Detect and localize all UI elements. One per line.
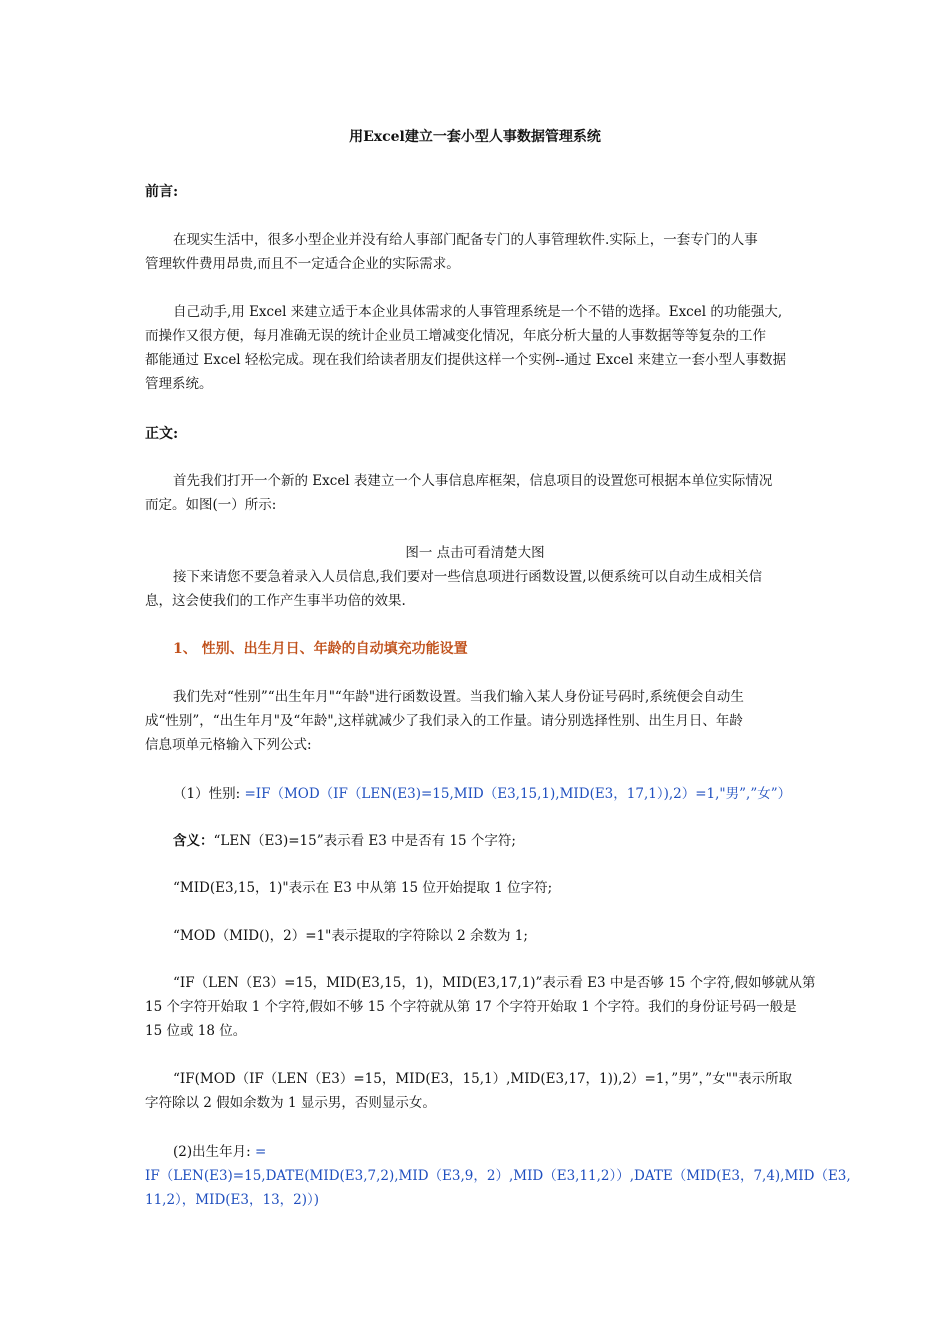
body-paragraph-1-line-1: 首先我们打开一个新的 Excel 表建立一个人事信息库框架，信息项目的设置您可根据本单位实际情况: [173, 473, 773, 489]
formula-birthdate-expression-line-1: IF（LEN(E3)=15,DATE(MID(E3,7,2),MID（E3,9，2）,MID（E3,11,2））,DATE（MID(E3，7,4),MID（E3,: [145, 1168, 851, 1184]
section-1-title: 1、 性别、出生月日、年龄的自动填充功能设置: [173, 641, 468, 657]
preface-heading: 前言:: [145, 184, 179, 200]
meaning-line-2: “MID(E3,15，1)"表示在 E3 中从第 15 位开始提取 1 位字符;: [173, 880, 553, 896]
meaning-line-5-part-1: “IF(MOD（IF（LEN（E3）=15，MID(E3，15,1）,MID(E3,17，1)),2）=1，”男”，”女""表示所取: [173, 1071, 793, 1087]
body-paragraph-2-line-2: 息，这会使我们的工作产生事半功倍的效果.: [145, 593, 406, 609]
meaning-line-5-part-2: 字符除以 2 假如余数为 1 显示男，否则显示女。: [145, 1095, 436, 1111]
meaning-line-4-part-2: 15 个字符开始取 1 个字符,假如不够 15 个字符就从第 17 个字符开始取 1 个字符。我们的身份证号码一般是: [145, 999, 797, 1015]
meaning-line-3: “MOD（MID()，2）=1"表示提取的字符除以 2 余数为 1;: [173, 928, 528, 944]
figure-caption-link[interactable]: 图一 点击可看清楚大图: [405, 545, 545, 561]
meaning-line-4-part-1: “IF（LEN（E3）=15，MID(E3,15，1)，MID(E3,17,1)”表示看 E3 中是否够 15 个字符,假如够就从第: [173, 975, 816, 991]
section-1-paragraph-line-3: 信息项单元格输入下列公式:: [145, 737, 312, 753]
meaning-line-4-part-3: 15 位或 18 位。: [145, 1023, 247, 1039]
body-paragraph-1-line-2: 而定。如图(一）所示:: [145, 497, 277, 513]
formula-birthdate-label-line: [173, 1140, 266, 1164]
meaning-label: 含义：: [173, 833, 214, 849]
preface-paragraph-1-line-1: 在现实生活中，很多小型企业并没有给人事部门配备专门的人事管理软件.实际上，一套专门的人事: [173, 232, 758, 248]
formula-birthdate-equals: =: [254, 1144, 267, 1160]
preface-paragraph-2-line-4: 管理系统。: [145, 376, 213, 392]
formula-gender-expression: =IF（MOD（IF（LEN(E3)=15,MID（E3,15,1),MID(E3，17,1）),2）=1,"男”,”女”）: [244, 786, 792, 802]
body-heading: 正文:: [145, 426, 179, 442]
formula-birthdate-label: (2)出生年月:: [173, 1144, 255, 1160]
preface-paragraph-2-line-1: 自己动手,用 Excel 来建立适于本企业具体需求的人事管理系统是一个不错的选择。Excel 的功能强大,: [173, 304, 783, 320]
section-1-paragraph-line-2: 成“性别”，“出生年月"及“年龄",这样就减少了我们录入的工作量。请分别选择性别、出生月日、年龄: [145, 713, 743, 729]
preface-paragraph-2-line-3: 都能通过 Excel 轻松完成。现在我们给读者朋友们提供这样一个实例--通过 Excel 来建立一套小型人事数据: [145, 352, 786, 368]
formula-birthdate-expression-line-2: 11,2），MID(E3，13，2)）): [145, 1192, 320, 1208]
body-paragraph-2-line-1: 接下来请您不要急着录入人员信息,我们要对一些信息项进行函数设置,以便系统可以自动生成相关信: [173, 569, 763, 585]
meaning-line-1: [173, 829, 516, 853]
formula-gender-label: （1）性别:: [173, 786, 245, 802]
document-title: 用Excel建立一套小型人事数据管理系统: [349, 129, 601, 145]
formula-gender-line: [173, 782, 791, 806]
meaning-text-1: “LEN（E3)=15”表示看 E3 中是否有 15 个字符;: [213, 833, 516, 849]
preface-paragraph-1-line-2: 管理软件费用昂贵,而且不一定适合企业的实际需求。: [145, 256, 460, 272]
section-1-paragraph-line-1: 我们先对“性别”“出生年月"“年龄"进行函数设置。当我们输入某人身份证号码时,系统便会自动生: [173, 689, 744, 705]
preface-paragraph-2-line-2: 而操作又很方便，每月准确无误的统计企业员工增减变化情况，年底分析大量的人事数据等等复杂的工作: [145, 328, 766, 344]
